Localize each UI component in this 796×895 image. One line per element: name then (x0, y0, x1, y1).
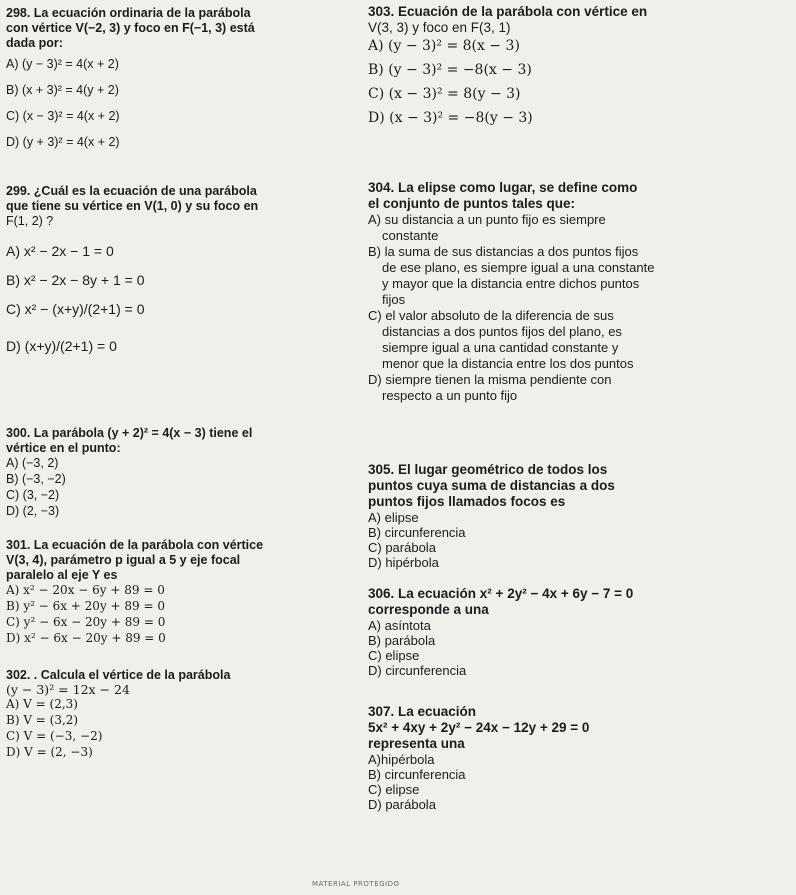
question-304-option-b-line-4: fijos (382, 292, 406, 307)
question-298-stem-line-1: 298. La ecuación ordinaria de la parábola (6, 6, 251, 20)
question-305-stem-line-1: 305. El lugar geométrico de todos los (368, 462, 608, 477)
question-302-option-d[interactable]: D) V = (2, −3) (6, 745, 93, 759)
question-301-stem-line-1: 301. La ecuación de la parábola con vértice (6, 538, 264, 552)
question-299-stem-line-2: que tiene su vértice en V(1, 0) y su foco en (6, 199, 259, 213)
question-306-stem-line-2: corresponde a una (368, 602, 489, 617)
question-307-option-a[interactable]: A)hipérbola (368, 752, 435, 767)
question-303-stem-line-1: 303. Ecuación de la parábola con vértice en (368, 4, 648, 19)
question-304-option-b[interactable] (368, 244, 792, 307)
question-298-stem-line-3: dada por: (6, 36, 63, 50)
question-300 (6, 426, 356, 520)
question-301-stem-line-2: V(3, 4), parámetro p igual a 5 y eje focal (6, 553, 241, 567)
question-300-option-a[interactable]: A) (−3, 2) (6, 456, 59, 470)
question-302-option-b[interactable]: B) V = (3,2) (6, 713, 79, 727)
question-298-option-a[interactable]: A) (y − 3)² = 4(x + 2) (6, 57, 119, 71)
question-300-option-b[interactable]: B) (−3, −2) (6, 472, 66, 486)
question-299-stem-line-3: F(1, 2) ? (6, 214, 54, 228)
question-301 (6, 538, 356, 647)
question-300-stem-line-2: vértice en el punto: (6, 441, 121, 455)
question-301-option-a[interactable]: A) x² − 20x − 6y + 89 = 0 (6, 583, 165, 597)
question-304-stem-line-2: el conjunto de puntos tales que: (368, 196, 576, 211)
question-300-option-d[interactable]: D) (2, −3) (6, 504, 60, 518)
question-304-option-b-line-2: de ese plano, es siempre igual a una constante (382, 260, 655, 275)
question-298 (6, 6, 356, 161)
question-302-option-a[interactable]: A) V = (2,3) (6, 697, 78, 711)
question-306-option-b[interactable]: B) parábola (368, 633, 436, 648)
footer-watermark: MATERIAL PROTEGIDO (312, 880, 400, 888)
question-301-option-d[interactable]: D) x² − 6x − 20y + 89 = 0 (6, 631, 166, 645)
question-306-option-a[interactable]: A) asíntota (368, 618, 431, 633)
question-307-stem-line-1: 307. La ecuación (368, 704, 477, 719)
question-305-option-b[interactable]: B) circunferencia (368, 525, 466, 540)
question-299-option-b[interactable]: B) x² − 2x − 8y + 1 = 0 (6, 272, 145, 288)
question-304-option-d[interactable] (368, 372, 792, 403)
question-299-option-d[interactable]: D) (x+y)/(2+1) = 0 (6, 338, 117, 354)
question-304-option-a-line-1: A) su distancia a un punto fijo es siempre (368, 212, 606, 227)
question-305-option-d[interactable]: D) hipérbola (368, 555, 439, 570)
question-304-option-c-line-4: menor que la distancia entre los dos puntos (382, 356, 634, 371)
question-304-option-c-line-3: siempre igual a una cantidad constante y (382, 340, 619, 355)
question-299 (6, 184, 356, 367)
question-303-option-c[interactable]: C) (x − 3)² = 8(y − 3) (368, 86, 521, 102)
question-306-option-c[interactable]: C) elipse (368, 648, 420, 663)
question-299-option-a[interactable]: A) x² − 2x − 1 = 0 (6, 243, 114, 259)
question-303-option-b[interactable]: B) (y − 3)² = −8(x − 3) (368, 62, 532, 78)
question-304-stem-line-1: 304. La elipse como lugar, se define como (368, 180, 638, 195)
question-304-option-c-line-2: distancias a dos puntos fijos del plano, es (382, 324, 622, 339)
question-300-stem-line-1: 300. La parábola (y + 2)² = 4(x − 3) tiene el (6, 426, 253, 440)
question-303-option-d[interactable]: D) (x − 3)² = −8(y − 3) (368, 110, 533, 126)
question-302 (6, 668, 356, 761)
question-304-option-b-line-1: B) la suma de sus distancias a dos puntos fijos (368, 244, 639, 259)
question-298-stem-line-2: con vértice V(−2, 3) y foco en F(−1, 3) está (6, 21, 255, 35)
question-305-stem-line-3: puntos fijos llamados focos es (368, 494, 566, 509)
question-304-option-a[interactable] (368, 212, 792, 243)
question-307-stem-line-2: 5x² + 4xy + 2y² − 24x − 12y + 29 = 0 (368, 720, 590, 735)
question-304 (368, 180, 792, 404)
question-305-stem-line-2: puntos cuya suma de distancias a dos (368, 478, 615, 493)
question-307-option-c[interactable]: C) elipse (368, 782, 420, 797)
question-304-option-d-line-1: D) siempre tienen la misma pendiente con (368, 372, 612, 387)
question-306-option-d[interactable]: D) circunferencia (368, 663, 467, 678)
question-299-option-c[interactable]: C) x² − (x+y)/(2+1) = 0 (6, 301, 145, 317)
question-304-option-c[interactable] (368, 308, 792, 371)
question-299-stem-line-1: 299. ¿Cuál es la ecuación de una parábola (6, 184, 257, 198)
question-301-option-b[interactable]: B) y² − 6x + 20y + 89 = 0 (6, 599, 165, 613)
question-307-option-b[interactable]: B) circunferencia (368, 767, 466, 782)
question-303-option-a[interactable]: A) (y − 3)² = 8(x − 3) (368, 38, 520, 54)
question-298-option-d[interactable]: D) (y + 3)² = 4(x + 2) (6, 135, 120, 149)
question-301-stem-line-3: paralelo al eje Y es (6, 568, 118, 582)
question-303-stem-line-2: V(3, 3) y foco en F(3, 1) (368, 20, 511, 35)
question-307-stem-line-3: representa una (368, 736, 465, 751)
question-306-stem-line-1: 306. La ecuación x² + 2y² − 4x + 6y − 7 = 0 (368, 586, 634, 601)
question-307-option-d[interactable]: D) parábola (368, 797, 436, 812)
question-305-option-a[interactable]: A) elipse (368, 510, 419, 525)
question-300-option-c[interactable]: C) (3, −2) (6, 488, 60, 502)
question-304-option-b-line-3: y mayor que la distancia entre dichos puntos (382, 276, 640, 291)
question-302-stem-line-2: (y − 3)² = 12x − 24 (6, 682, 130, 697)
question-303 (368, 4, 792, 134)
question-304-option-a-line-2: constante (382, 228, 439, 243)
question-301-option-c[interactable]: C) y² − 6x − 20y + 89 = 0 (6, 615, 166, 629)
question-302-option-c[interactable]: C) V = (−3, −2) (6, 729, 103, 743)
question-298-option-c[interactable]: C) (x − 3)² = 4(x + 2) (6, 109, 120, 123)
question-304-options (368, 212, 792, 403)
question-306 (368, 586, 792, 678)
question-307 (368, 704, 792, 812)
question-298-option-b[interactable]: B) (x + 3)² = 4(y + 2) (6, 83, 119, 97)
question-304-option-d-line-2: respecto a un punto fijo (382, 388, 518, 403)
question-305 (368, 462, 792, 570)
question-305-option-c[interactable]: C) parábola (368, 540, 436, 555)
question-304-option-c-line-1: C) el valor absoluto de la diferencia de sus (368, 308, 614, 323)
question-302-stem-line-1: 302. . Calcula el vértice de la parábola (6, 668, 231, 682)
